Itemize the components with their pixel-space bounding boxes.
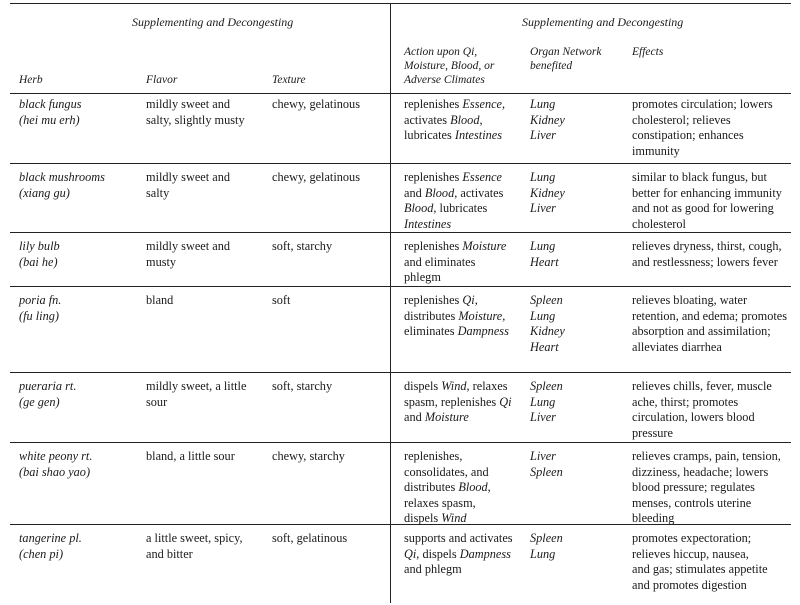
flavor-line: mildly sweet, a little — [146, 379, 247, 393]
organ-network: Lung — [530, 97, 556, 111]
effects-line: cholesterol — [632, 216, 686, 231]
organ-network: Heart — [530, 254, 559, 269]
action-line — [404, 170, 502, 186]
herb-name: black fungus — [19, 97, 82, 111]
effects-line: promotes expectoration; — [632, 531, 752, 545]
organ-network: Lung — [530, 394, 556, 409]
herb-pinyin: (ge gen) — [19, 394, 60, 409]
action-text: distributes — [404, 308, 459, 323]
organ-network: Lung — [530, 308, 556, 323]
effects-line: absorption and assimilation; — [632, 324, 771, 338]
effects-line: relieves dryness, thirst, cough, — [632, 239, 782, 253]
action-line — [404, 293, 478, 309]
effects-line: and restlessness; lowers fever — [632, 254, 778, 269]
action-text: eliminates — [404, 324, 458, 338]
effects-line: relieves chills, fever, muscle — [632, 379, 772, 393]
col-header-organ-1: Organ Network — [530, 46, 602, 58]
texture-line: soft, gelatinous — [272, 531, 348, 545]
table-top-border — [10, 3, 791, 4]
effects-line: and gas; stimulates appetite — [632, 562, 768, 576]
action-term: Moisture, — [458, 308, 506, 323]
effects-line: ache, thirst; promotes — [632, 394, 739, 409]
effects-line: alleviates diarrhea — [632, 339, 722, 354]
effects-line: circulation, lowers blood — [632, 410, 755, 424]
col-header-organ-2: benefited — [530, 60, 573, 72]
herb-name: black mushrooms — [19, 170, 105, 184]
col-header-flavor: Flavor — [146, 74, 178, 86]
herb-name: poria fn. — [19, 293, 62, 307]
action-term: Qi, — [462, 293, 478, 307]
action-text: replenishes — [404, 239, 463, 253]
action-text: relaxes — [469, 379, 508, 393]
herb-pinyin: (fu ling) — [19, 308, 59, 323]
flavor-line: musty — [146, 254, 177, 269]
action-text: dispels — [404, 379, 442, 393]
action-line — [404, 217, 451, 233]
action-term: Qi — [499, 394, 512, 409]
effects-line: relieves bloating, water — [632, 293, 748, 307]
row-divider — [10, 524, 791, 525]
flavor-line: mildly sweet and — [146, 239, 231, 253]
effects-line: similar to black fungus, but — [632, 170, 767, 184]
action-line — [404, 113, 483, 129]
effects-line: promotes circulation; lowers — [632, 97, 773, 111]
effects-line: cholesterol; relieves — [632, 112, 731, 127]
effects-line: and promotes digestion — [632, 577, 747, 592]
effects-line: blood pressure; regulates — [632, 480, 755, 494]
action-text: consolidates, and — [404, 464, 489, 479]
herb-name: white peony rt. — [19, 449, 93, 463]
action-text: activates — [404, 112, 451, 127]
organ-network: Spleen — [530, 379, 563, 393]
action-line — [404, 547, 511, 563]
header-bottom-border — [10, 93, 791, 94]
organ-network: Heart — [530, 339, 559, 354]
flavor-line: bland, a little sour — [146, 449, 235, 463]
action-term: Wind — [441, 511, 467, 525]
action-text: distributes — [404, 480, 459, 494]
effects-line: better for enhancing immunity — [632, 185, 782, 200]
organ-network: Liver — [530, 201, 556, 215]
action-text: spasm, replenishes — [404, 394, 500, 409]
herb-name: tangerine pl. — [19, 531, 82, 545]
action-line — [404, 201, 487, 217]
row-divider — [10, 232, 791, 233]
action-line — [404, 465, 489, 481]
action-line — [404, 239, 506, 255]
action-text: replenishes — [404, 97, 463, 111]
effects-line: pressure — [632, 425, 673, 440]
group-divider — [390, 3, 391, 603]
action-text: dispels — [404, 511, 442, 525]
herb-pinyin: (chen pi) — [19, 546, 64, 561]
action-text: relaxes spasm, — [404, 495, 476, 510]
action-text: and — [404, 185, 425, 200]
action-line — [404, 449, 462, 465]
action-line — [404, 410, 469, 426]
action-line — [404, 270, 441, 286]
action-text: and phlegm — [404, 562, 462, 576]
effects-line: relieves hiccup, nausea, — [632, 546, 749, 561]
col-header-texture: Texture — [272, 74, 306, 86]
effects-line: menses, controls uterine — [632, 495, 752, 510]
action-text: activates — [457, 185, 504, 200]
flavor-line: bland — [146, 293, 174, 307]
action-line — [404, 562, 462, 578]
flavor-line: salty, slightly musty — [146, 112, 245, 127]
action-term: Moisture — [462, 239, 507, 253]
action-text: phlegm — [404, 270, 441, 284]
herb-pinyin: (bai he) — [19, 254, 58, 269]
action-term: Essence — [462, 170, 503, 184]
texture-line: soft, starchy — [272, 239, 333, 253]
herb-pinyin: (xiang gu) — [19, 185, 70, 200]
action-line — [404, 480, 491, 496]
col-header-action-2: Moisture, Blood, or — [404, 60, 495, 72]
action-line — [404, 255, 475, 271]
row-divider — [10, 372, 791, 373]
herb-pinyin: (hei mu erh) — [19, 112, 80, 127]
flavor-line: salty — [146, 185, 170, 200]
action-text: lubricates — [436, 201, 488, 215]
action-text: replenishes — [404, 170, 463, 184]
texture-line: soft, starchy — [272, 379, 333, 393]
flavor-line: mildly sweet and — [146, 97, 231, 111]
action-text: and eliminates — [404, 254, 476, 269]
row-divider — [10, 442, 791, 443]
effects-line: dizziness, headache; lowers — [632, 464, 769, 479]
action-term: Dampness — [459, 546, 511, 561]
organ-network: Spleen — [530, 531, 563, 545]
herb-name: pueraria rt. — [19, 379, 77, 393]
herb-pinyin: (bai shao yao) — [19, 464, 91, 479]
row-divider — [10, 163, 791, 164]
herb-name: lily bulb — [19, 239, 60, 253]
action-text: dispels — [419, 546, 460, 561]
texture-line: soft — [272, 293, 291, 307]
flavor-line: sour — [146, 394, 168, 409]
organ-network: Kidney — [530, 112, 565, 127]
action-term: Blood, — [424, 185, 458, 200]
organ-network: Kidney — [530, 324, 565, 338]
action-line — [404, 379, 508, 395]
action-term: Wind, — [441, 379, 470, 393]
organ-network: Lung — [530, 546, 556, 561]
action-text: replenishes — [404, 293, 463, 307]
flavor-line: mildly sweet and — [146, 170, 231, 184]
organ-network: Spleen — [530, 464, 563, 479]
flavor-line: a little sweet, spicy, — [146, 531, 243, 545]
col-header-effects: Effects — [632, 46, 664, 58]
action-text: and — [404, 410, 425, 424]
texture-line: chewy, gelatinous — [272, 170, 360, 184]
effects-line: retention, and edema; promotes — [632, 308, 788, 323]
organ-network: Lung — [530, 170, 556, 184]
action-term: Qi, — [404, 546, 420, 561]
action-line — [404, 97, 505, 113]
effects-line: and not as good for lowering — [632, 201, 774, 215]
group-left-title: Supplementing and Decongesting — [132, 15, 294, 29]
col-header-action-3: Adverse Climates — [404, 74, 485, 86]
action-term: Dampness — [457, 324, 509, 338]
action-term: Blood, — [450, 112, 483, 127]
action-term: Moisture — [424, 410, 469, 424]
action-line — [404, 395, 512, 411]
flavor-line: and bitter — [146, 546, 193, 561]
organ-network: Liver — [530, 410, 556, 424]
row-divider — [10, 286, 791, 287]
col-header-action-1: Action upon Qi, — [404, 46, 478, 58]
action-term: Essence, — [462, 97, 506, 111]
organ-network: Lung — [530, 239, 556, 253]
action-line — [404, 324, 509, 340]
organ-network: Kidney — [530, 185, 565, 200]
organ-network: Spleen — [530, 293, 563, 307]
effects-line: bleeding — [632, 511, 675, 525]
action-line — [404, 496, 476, 512]
group-right-title: Supplementing and Decongesting — [522, 15, 684, 29]
action-line — [404, 309, 505, 325]
effects-line: immunity — [632, 143, 680, 158]
col-header-herb: Herb — [19, 74, 43, 86]
action-text: replenishes, — [404, 449, 463, 463]
texture-line: chewy, starchy — [272, 449, 345, 463]
action-term: Blood, — [404, 201, 437, 215]
effects-line: relieves cramps, pain, tension, — [632, 449, 781, 463]
action-term: Intestines — [454, 128, 503, 142]
action-term: Intestines — [404, 216, 452, 231]
action-text: lubricates — [404, 128, 455, 142]
organ-network: Liver — [530, 449, 556, 463]
organ-network: Liver — [530, 128, 556, 142]
action-text: supports and activates — [404, 531, 513, 545]
action-line — [404, 186, 503, 202]
action-line — [404, 128, 502, 144]
action-term: Blood, — [458, 480, 491, 494]
effects-line: constipation; enhances — [632, 128, 744, 142]
texture-line: chewy, gelatinous — [272, 97, 360, 111]
action-line — [404, 531, 513, 547]
